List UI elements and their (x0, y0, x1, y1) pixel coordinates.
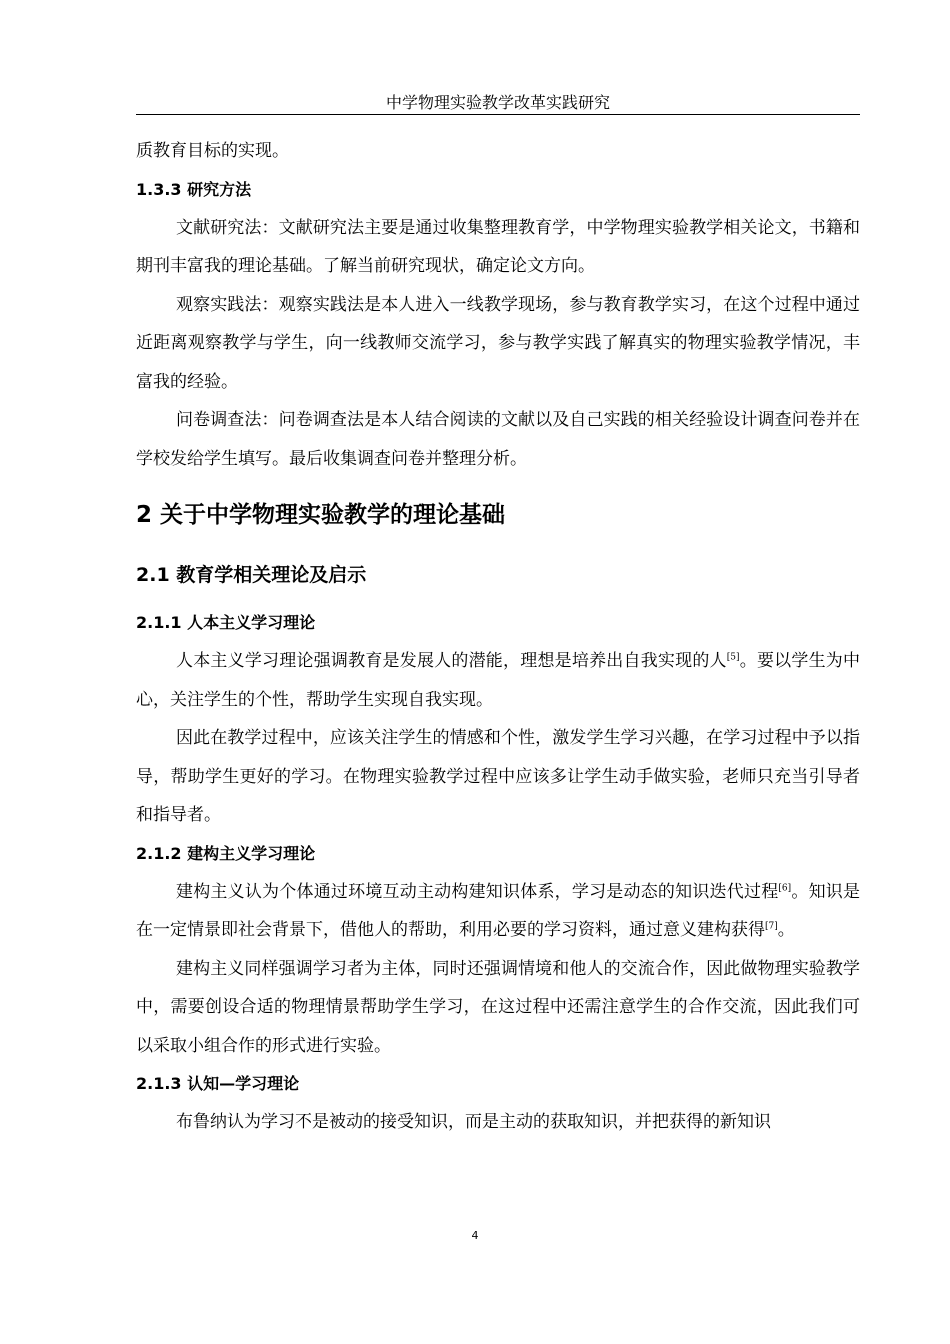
paragraph-cognitive: 布鲁纳认为学习不是被动的接受知识，而是主动的获取知识，并把获得的新知识 (176, 1112, 771, 1132)
citation-5: [5] (726, 652, 740, 663)
heading-2-1-3: 2.1.3 认知—学习理论 (136, 1074, 300, 1093)
page-number: 4 (471, 1229, 479, 1242)
text-run: 人本主义学习理论强调教育是发展人的潜能，理想是培养出自我实现的人 (176, 651, 727, 671)
heading-2-1-2: 2.1.2 建构主义学习理论 (136, 843, 316, 863)
paragraph-humanism-1 (136, 642, 860, 719)
paragraph-constructivism-2: 建构主义同样强调学习者为主体，同时还强调情境和他人的交流合作，因此做物理实验教学中，需要创设合适的物理情景帮助学生学习，在这过程中还需注意学生的合作交流，因此我们可以采取小组合作的形式进行实验。 (136, 958, 860, 1056)
paragraph-continuation: 质教育目标的实现。 (136, 141, 289, 161)
heading-1-3-3: 1.3.3 研究方法 (136, 179, 252, 199)
heading-2-1-1: 2.1.1 人本主义学习理论 (136, 613, 316, 632)
text-run: 。要以学生为中心，关注学生的个性，帮助学生实现自我实现。 (136, 651, 861, 710)
paragraph-humanism-2: 因此在教学过程中，应该关注学生的情感和个性，激发学生学习兴趣，在学习过程中予以指导，帮助学生更好的学习。在物理实验教学过程中应该多让学生动手做实验，老师只充当引导者和指导者。 (136, 728, 860, 825)
heading-chapter-2: 2 关于中学物理实验教学的理论基础 (136, 502, 506, 528)
running-header: 中学物理实验教学改革实践研究 (385, 93, 610, 112)
paragraph-literature-method: 文献研究法：文献研究法主要是通过收集整理教育学，中学物理实验教学相关论文，书籍和期刊丰富我的理论基础。了解当前研究现状，确定论文方向。 (136, 217, 860, 276)
heading-2-1: 2.1 教育学相关理论及启示 (136, 564, 367, 586)
text-run: 建构主义认为个体通过环境互动主动构建知识体系，学习是动态的知识迭代过程 (176, 881, 779, 902)
citation-6: [6] (778, 882, 792, 893)
text-run: 。 (777, 920, 795, 940)
paragraph-questionnaire-method: 问卷调查法：问卷调查法是本人结合阅读的文献以及自己实践的相关经验设计调查问卷并在学校发给学生填写。最后收集调查问卷并整理分析。 (136, 410, 860, 469)
body-text (136, 132, 860, 1142)
header-rule (136, 114, 860, 115)
text-run: 。知识是在一定情景即社会背景下，借他人的帮助，利用必要的学习资料，通过意义建构获得 (136, 881, 861, 940)
paragraph-observation-method: 观察实践法：观察实践法是本人进入一线教学现场，参与教育教学实习，在这个过程中通过近距离观察教学与学生，向一线教师交流学习，参与教学实践了解真实的物理实验教学情况，丰富我的经验。 (136, 294, 860, 392)
citation-7: [7] (765, 921, 778, 932)
paragraph-constructivism-1 (136, 873, 860, 950)
